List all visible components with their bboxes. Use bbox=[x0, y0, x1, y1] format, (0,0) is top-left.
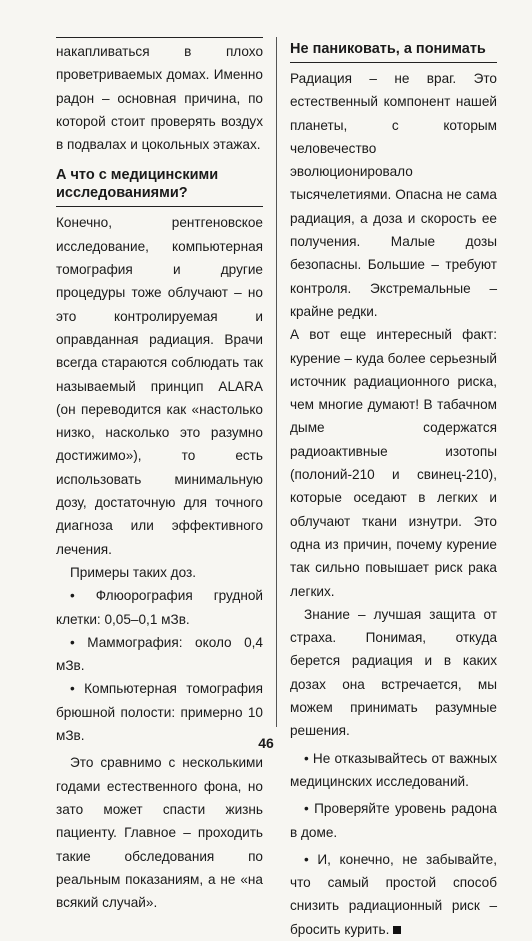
heading-rule bbox=[56, 206, 263, 207]
example-item-ct: • Компьютерная томография брюшной полости: примерно 10 мЗв. bbox=[56, 681, 263, 744]
right-column bbox=[290, 40, 497, 941]
right-section-heading: Не паниковать, а понимать bbox=[290, 41, 486, 57]
example-item-fluorography: • Флюорография грудной клетки: 0,05–0,1 мЗв. bbox=[56, 588, 263, 627]
left-column bbox=[56, 40, 263, 914]
smoking-paragraph: А вот еще интересный факт: курение – куда более серьезный источник радиационного риска, чем многие думают! В табачном дыме содержатся радиоактивные изотопы (полоний-210 и свинец-210), которые оседают в легких и облучают ткани изнутри. Это одна из причин, почему курение так сильно повышает риск рака легких. bbox=[290, 327, 497, 599]
medical-paragraph: Конечно, рентгеновское исследование, компьютерная томография и другие процедуры тоже облучают – но это контролируемая и оправданная радиация. Врачи всегда стараются соблюдать так называемый принцип ALARA (он переводится как «настолько низко, насколько это разумно достижимо»), то есть использовать минимальную дозу, достаточную для точного диагноза или эффективного лечения. bbox=[56, 215, 263, 557]
comparison-paragraph: Это сравнимо с несколькими годами естественного фона, но зато может спасти жизнь пациенту. Главное – проходить такие обследования по реальным показаниям, а не «на всякий случай». bbox=[56, 755, 263, 911]
end-of-section-square-icon bbox=[393, 926, 401, 934]
page-number: 46 bbox=[258, 735, 274, 751]
column-divider bbox=[276, 37, 277, 727]
radiation-paragraph: Радиация – не враг. Это естественный компонент нашей планеты, с которым человечество эволюционировало тысячелетиями. Опасна не сама радиация, а доза и скорость ее получения. Малые дозы безопасны. Большие – требуют контроля. Экстремальные – крайне редки. bbox=[290, 71, 497, 319]
advice-item-radon: • Проверяйте уровень радона в доме. bbox=[290, 801, 497, 840]
left-top-rule bbox=[56, 37, 263, 38]
heading-rule-right bbox=[290, 62, 497, 63]
examples-label: Примеры таких доз. bbox=[70, 564, 197, 580]
advice-item-smoking bbox=[290, 848, 497, 941]
knowledge-paragraph: Знание – лучшая защита от страха. Понимая, откуда берется радиация и в каких дозах она встречается, мы можем принимать разумные решения. bbox=[290, 606, 497, 739]
advice-smoking-text: • И, конечно, не забывайте, что самый простой способ снизить радиационный риск – бросить курить. bbox=[290, 851, 497, 937]
left-intro-paragraph: накапливаться в плохо проветриваемых домах. Именно радон – основная причина, по которой стоит проверять воздух в подвалах и цокольных этажах. bbox=[56, 44, 263, 153]
example-item-mammography: • Маммография: около 0,4 мЗв. bbox=[56, 634, 263, 674]
medical-section-heading: А что с медицинскими исследованиями? bbox=[56, 167, 219, 202]
advice-item-medical: • Не отказывайтесь от важных медицинских исследований. bbox=[290, 750, 497, 789]
